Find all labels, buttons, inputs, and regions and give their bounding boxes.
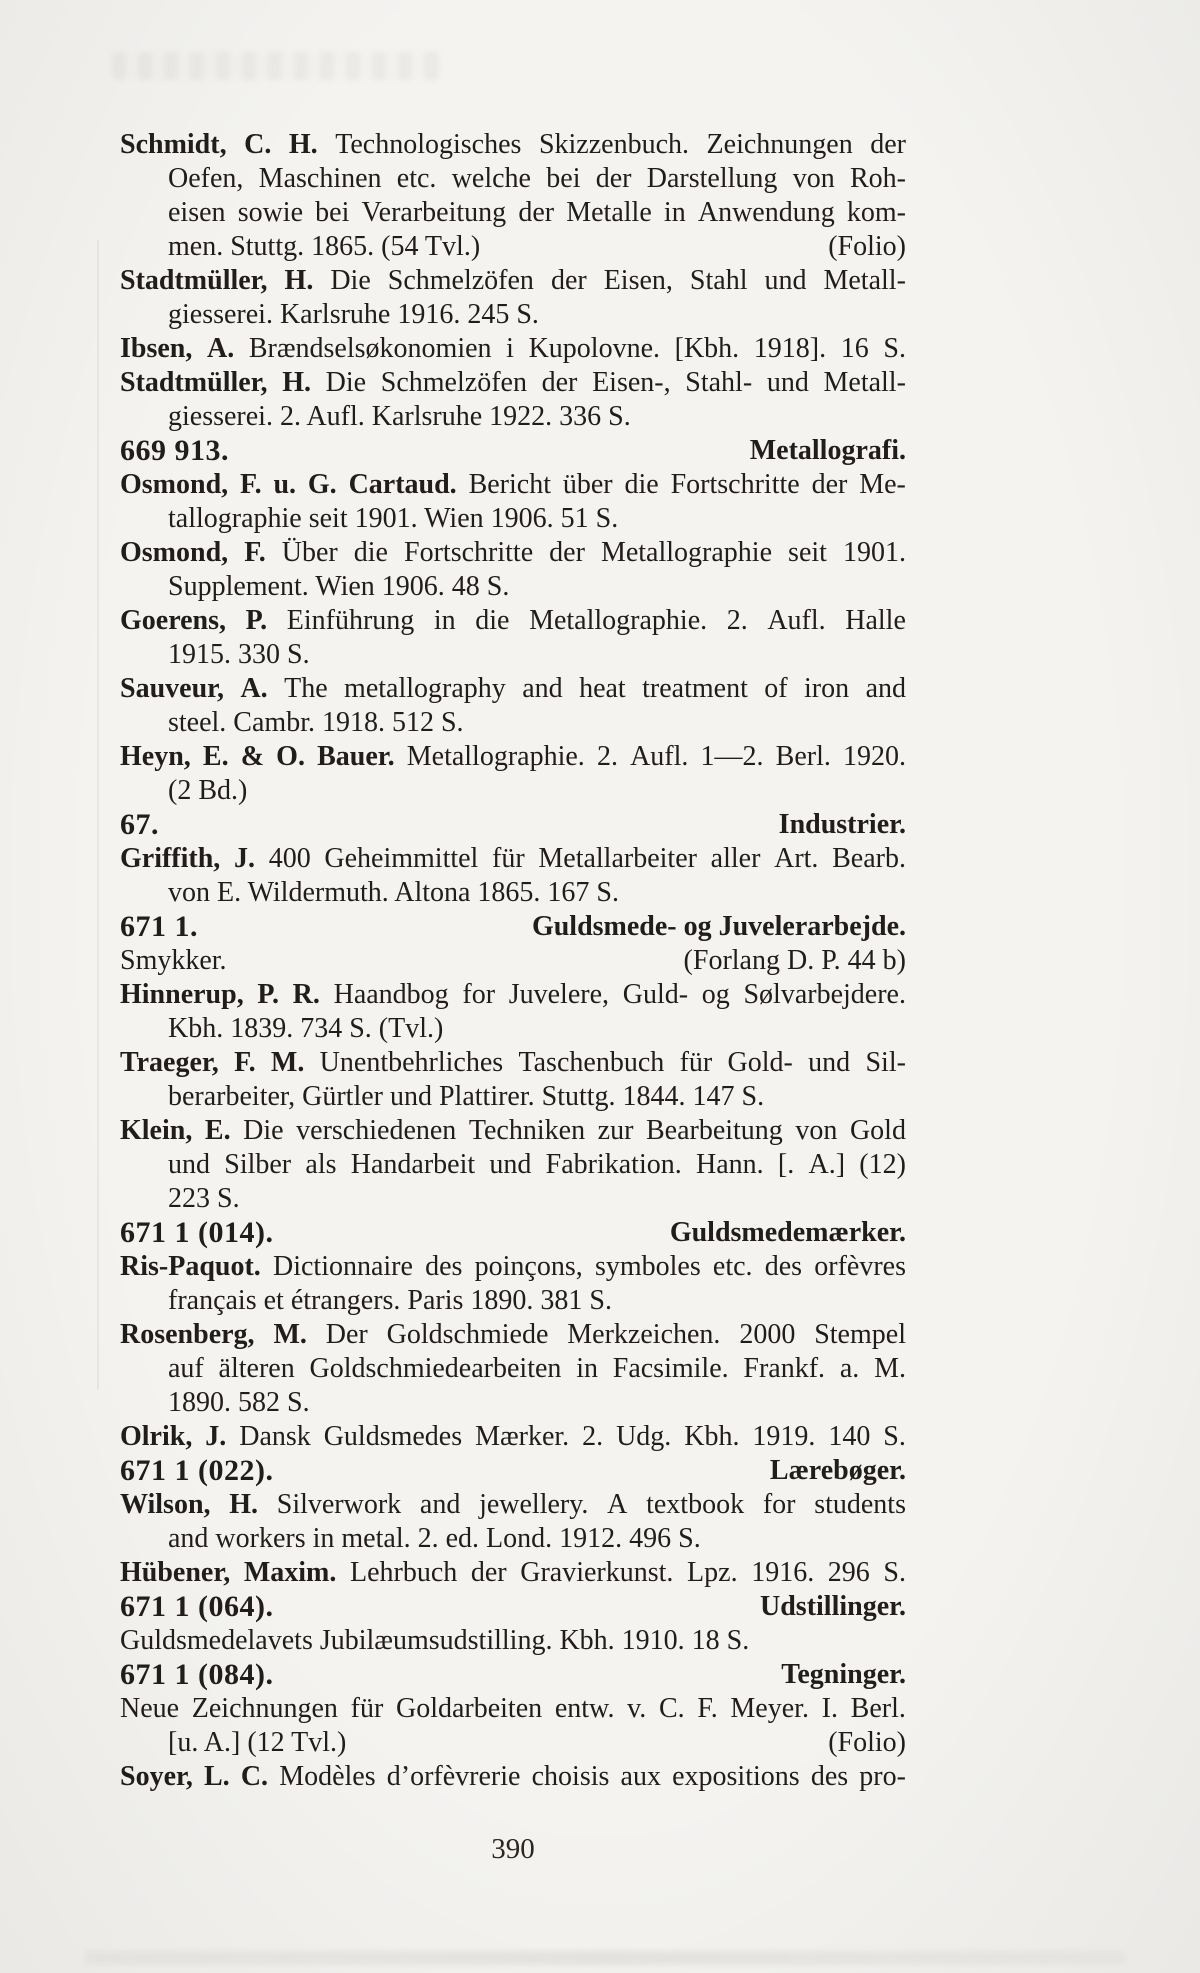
line-text: 1890. 582 S. — [168, 1387, 310, 1418]
line-text: berarbeiter, Gürtler und Plattirer. Stuttg. 1844. 147 S. — [168, 1081, 765, 1112]
catalog-line — [120, 672, 906, 706]
catalog-line — [120, 366, 906, 400]
catalog-line — [120, 400, 906, 434]
catalog-line — [120, 264, 906, 298]
section-number-line — [120, 910, 906, 944]
catalog-line — [120, 1420, 906, 1454]
catalog-line — [120, 1352, 906, 1386]
catalog-line — [120, 1046, 906, 1080]
catalog-line — [120, 876, 906, 910]
catalog-line — [120, 1488, 906, 1522]
line-text: 669 913. — [120, 434, 229, 467]
line-text: Osmond, F. Über die Fortschritte der Metallographie seit 1901. — [120, 537, 906, 568]
line-text: men. Stuttg. 1865. (54 Tvl.) — [168, 231, 481, 262]
catalog-line — [120, 1114, 906, 1148]
catalog-line — [120, 230, 906, 264]
catalog-line — [120, 944, 906, 978]
line-text: and workers in metal. 2. ed. Lond. 1912. 496 S. — [168, 1523, 701, 1554]
catalog-line — [120, 298, 906, 332]
catalog-line — [120, 502, 906, 536]
line-text: Stadtmüller, H. Die Schmelzöfen der Eisen-, Stahl- und Metall- — [120, 367, 906, 398]
catalog-line — [120, 1386, 906, 1420]
line-text: Kbh. 1839. 734 S. (Tvl.) — [168, 1013, 444, 1044]
line-text: Neue Zeichnungen für Goldarbeiten entw. v. C. F. Meyer. I. Berl. — [120, 1693, 906, 1724]
catalog-body — [120, 128, 906, 1794]
catalog-line — [120, 842, 906, 876]
catalog-line — [120, 162, 906, 196]
section-number-line — [120, 808, 906, 842]
section-number-line — [120, 1216, 906, 1250]
line-text: 671 1 (064). — [120, 1590, 274, 1623]
format-note: (Folio) — [828, 1727, 906, 1758]
format-note: (Folio) — [828, 231, 906, 262]
catalog-line — [120, 536, 906, 570]
catalog-line — [120, 196, 906, 230]
category-heading: Guldsmedemærker. — [669, 1217, 906, 1248]
line-text: 671 1 (022). — [120, 1454, 274, 1487]
catalog-line — [120, 1148, 906, 1182]
line-text: Goerens, P. Einführung in die Metallographie. 2. Aufl. Halle — [120, 605, 906, 636]
line-text: Guldsmedelavets Jubilæumsudstilling. Kbh. 1910. 18 S. — [120, 1625, 750, 1656]
scan-edge-artifact — [97, 240, 99, 1390]
line-text: Oefen, Maschinen etc. welche bei der Darstellung von Roh- — [168, 163, 906, 194]
section-number-line — [120, 1590, 906, 1624]
catalog-line — [120, 1250, 906, 1284]
line-text: (2 Bd.) — [168, 775, 248, 806]
catalog-line — [120, 1760, 906, 1794]
page-number: 390 — [491, 1833, 535, 1865]
category-heading: Tegninger. — [781, 1659, 906, 1690]
category-heading: Udstillinger. — [760, 1591, 906, 1622]
section-number-line — [120, 434, 906, 468]
category-heading: Industrier. — [778, 809, 906, 840]
catalog-line — [120, 1318, 906, 1352]
line-text: 671 1 (084). — [120, 1658, 274, 1691]
catalog-line — [120, 1080, 906, 1114]
scan-bottom-artifact — [85, 1951, 1125, 1965]
line-text: Sauveur, A. The metallography and heat treatment of iron and — [120, 673, 906, 704]
line-text: français et étrangers. Paris 1890. 381 S. — [168, 1285, 612, 1316]
category-heading: Lærebøger. — [769, 1455, 906, 1486]
category-heading: Guldsmede- og Juvelerarbejde. — [531, 911, 906, 942]
bleedthrough-smudge — [112, 52, 442, 80]
line-text: Smykker. — [120, 945, 227, 976]
line-text: giesserei. Karlsruhe 1916. 245 S. — [168, 299, 539, 330]
line-text: Hübener, Maxim. Lehrbuch der Gravierkunst. Lpz. 1916. 296 S. — [120, 1557, 906, 1588]
line-text: Osmond, F. u. G. Cartaud. Bericht über die Fortschritte der Me- — [120, 469, 906, 500]
category-heading: Metallografi. — [749, 435, 906, 466]
catalog-line — [120, 1522, 906, 1556]
catalog-line — [120, 1726, 906, 1760]
catalog-line — [120, 1624, 906, 1658]
line-text: 67. — [120, 808, 159, 841]
line-text: 671 1. — [120, 910, 198, 943]
catalog-line — [120, 468, 906, 502]
catalog-line — [120, 1692, 906, 1726]
section-number-line — [120, 1454, 906, 1488]
line-text: 223 S. — [168, 1183, 240, 1214]
catalog-line — [120, 1182, 906, 1216]
line-text: Rosenberg, M. Der Goldschmiede Merkzeichen. 2000 Stempel — [120, 1319, 906, 1350]
line-text: Griffith, J. 400 Geheimmittel für Metallarbeiter aller Art. Bearb. — [120, 843, 906, 874]
line-text: von E. Wildermuth. Altona 1865. 167 S. — [168, 877, 620, 908]
line-text: Supplement. Wien 1906. 48 S. — [168, 571, 510, 602]
line-text: und Silber als Handarbeit und Fabrikation. Hann. [. A.] (12) — [168, 1149, 906, 1180]
format-note: (Forlang D. P. 44 b) — [683, 945, 906, 976]
line-text: Traeger, F. M. Unentbehrliches Taschenbuch für Gold- und Sil- — [120, 1047, 906, 1078]
line-text: Wilson, H. Silverwork and jewellery. A textbook for students — [120, 1489, 906, 1520]
catalog-line — [120, 774, 906, 808]
line-text: [u. A.] (12 Tvl.) — [168, 1727, 347, 1758]
line-text: giesserei. 2. Aufl. Karlsruhe 1922. 336 S. — [168, 401, 631, 432]
line-text: steel. Cambr. 1918. 512 S. — [168, 707, 464, 738]
line-text: Hinnerup, P. R. Haandbog for Juvelere, Guld- og Sølvarbejdere. — [120, 979, 906, 1010]
catalog-line — [120, 1284, 906, 1318]
section-number-line — [120, 1658, 906, 1692]
catalog-line — [120, 604, 906, 638]
catalog-line — [120, 638, 906, 672]
line-text: auf älteren Goldschmiedearbeiten in Facsimile. Frankf. a. M. — [168, 1353, 906, 1384]
line-text: Heyn, E. & O. Bauer. Metallographie. 2. Aufl. 1—2. Berl. 1920. — [120, 741, 906, 772]
catalog-line — [120, 332, 906, 366]
line-text: Schmidt, C. H. Technologisches Skizzenbuch. Zeichnungen der — [120, 129, 906, 160]
line-text: 671 1 (014). — [120, 1216, 274, 1249]
line-text: Ris-Paquot. Dictionnaire des poinçons, symboles etc. des orfèvres — [120, 1251, 906, 1282]
line-text: Klein, E. Die verschiedenen Techniken zur Bearbeitung von Gold — [120, 1115, 906, 1146]
catalog-line — [120, 978, 906, 1012]
line-text: Soyer, L. C. Modèles d’orfèvrerie choisis aux expositions des pro- — [120, 1761, 906, 1792]
catalog-line — [120, 1556, 906, 1590]
line-text: Ibsen, A. Brændselsøkonomien i Kupolovne. [Kbh. 1918]. 16 S. — [120, 333, 906, 364]
line-text: eisen sowie bei Verarbeitung der Metalle in Anwendung kom- — [168, 197, 906, 228]
catalog-line — [120, 128, 906, 162]
line-text: tallographie seit 1901. Wien 1906. 51 S. — [168, 503, 619, 534]
line-text: 1915. 330 S. — [168, 639, 310, 670]
catalog-line — [120, 570, 906, 604]
line-text: Stadtmüller, H. Die Schmelzöfen der Eisen, Stahl und Metall- — [120, 265, 906, 296]
catalog-line — [120, 1012, 906, 1046]
catalog-line — [120, 740, 906, 774]
line-text: Olrik, J. Dansk Guldsmedes Mærker. 2. Udg. Kbh. 1919. 140 S. — [120, 1421, 906, 1452]
catalog-line — [120, 706, 906, 740]
